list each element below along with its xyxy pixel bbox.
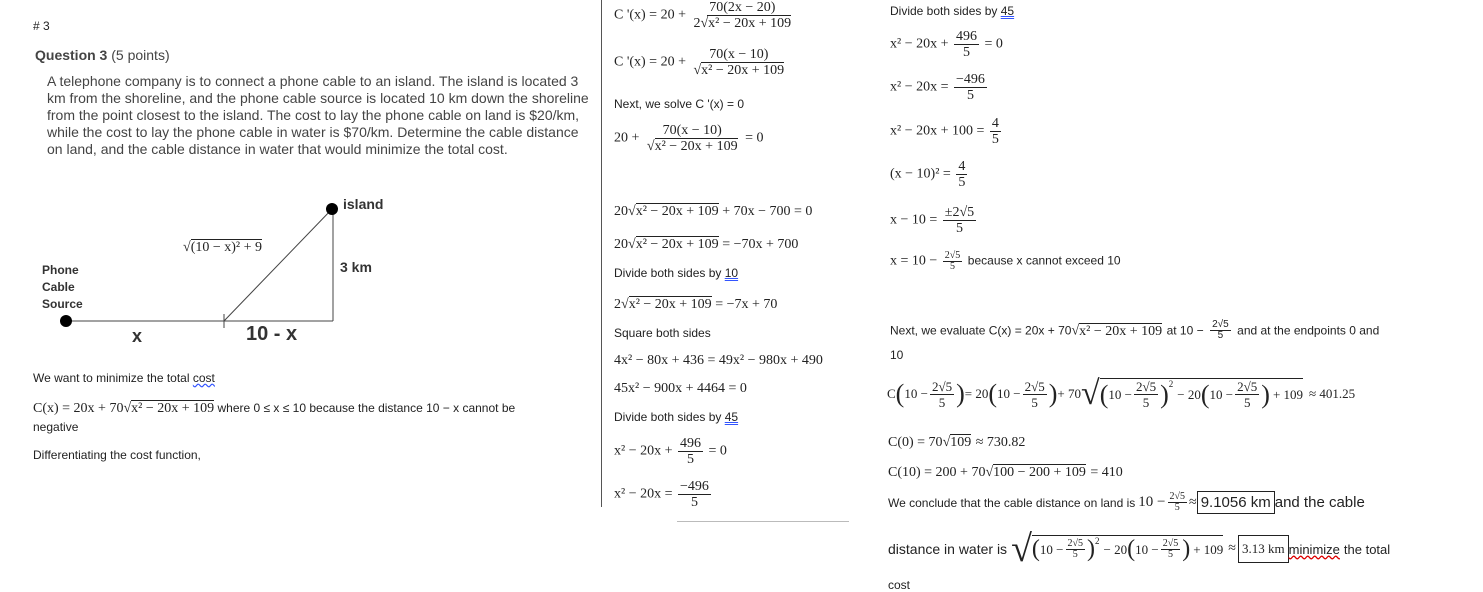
ce-den-1: 5 [938, 394, 946, 410]
div45-prefix-mid: Divide both sides by [614, 410, 725, 424]
ce-frac-3 [1134, 379, 1158, 410]
ce-radicand: ( 10 − $\frac{2√5}{5}$ ) $^2$ − 20 ( 10 − $\frac{2√5}{5}$ ) + 109 [1099, 379, 1304, 410]
ce-ten-4: 10 − [1209, 386, 1234, 402]
ce-eq20: = 20 [964, 386, 989, 401]
l6-denominator: 5 [687, 452, 694, 467]
r2-fraction [954, 72, 987, 103]
minimize-word: minimize [1288, 541, 1340, 557]
source-label [42, 262, 83, 313]
cost-word-final: cost [888, 578, 911, 592]
source-label-line3: Source [42, 297, 83, 311]
r6-denominator: 5 [950, 261, 956, 272]
div10-prefix: Divide both sides by [614, 266, 725, 280]
d1-numerator: 70(2x − 20) [709, 0, 776, 15]
differentiating-text: Differentiating the cost function, [33, 448, 201, 462]
c0-radicand: 109 [950, 435, 972, 450]
ce-frac-4 [1235, 379, 1259, 410]
d1-lhs: C '(x) = 20 + [614, 7, 686, 23]
concl-fraction [1168, 492, 1188, 513]
water-radicand: ( 10 − $\frac{2√5}{5}$ ) $^2$ − 20 ( 10 − $\frac{2√5}{5}$ ) + 109 [1031, 536, 1224, 562]
r6-fraction [943, 251, 963, 272]
eq-numerator: 70(x − 10) [662, 123, 722, 138]
r3-numerator: 4 [991, 116, 999, 131]
eval-denominator: 5 [1217, 330, 1224, 341]
water-pre: distance in water is [888, 541, 1008, 557]
c0-pre: C(0) = 70 [888, 435, 943, 450]
water-minus20: − 20 [1103, 541, 1128, 557]
r2-denominator: 5 [966, 88, 974, 103]
r6-post: because x cannot exceed 10 [967, 253, 1121, 268]
hypotenuse-label: √(10 − x)² + 9 [183, 240, 262, 255]
middle-bottom-rule [677, 521, 849, 522]
div45-number: 45 [1000, 4, 1015, 18]
remaining-distance-label: 10 - x [246, 323, 298, 345]
eq-fraction [645, 123, 740, 154]
eq-rhs: = 0 [745, 130, 764, 146]
d2-lhs: C '(x) = 20 + [614, 54, 686, 70]
l1-post: + 70x − 700 = 0 [722, 204, 813, 219]
l6-rhs: = 0 [708, 443, 727, 459]
ce-num-3: 2√5 [1135, 379, 1157, 394]
water-num-2: 2√5 [1162, 538, 1179, 549]
water-ten-2: 10 − [1135, 541, 1159, 557]
equation-zero [614, 123, 764, 154]
l6-lhs: x² − 20x + [614, 443, 673, 459]
island-label: island [343, 196, 384, 212]
ce-c: C [887, 386, 896, 401]
ce-den-4: 5 [1243, 395, 1251, 410]
minimize-cost-word: cost [192, 371, 215, 385]
d2-den-radicand: x² − 20x + 109 [701, 63, 785, 78]
ce-num-4: 2√5 [1237, 379, 1258, 394]
question-title: Question 3 [35, 47, 108, 63]
step-line-5: 45x² − 900x + 4464 = 0 [614, 381, 747, 396]
r6-numerator: 2√5 [944, 250, 961, 261]
eval-post2: 10 [890, 348, 904, 362]
minimize-statement [33, 371, 215, 385]
ce-frac-2 [1023, 379, 1047, 410]
l7-lhs: x² − 20x = [614, 486, 673, 502]
water-ten-1: 10 − [1039, 541, 1064, 557]
ce-den-2: 5 [1031, 394, 1038, 410]
eval-mid: at 10 − [1166, 323, 1204, 338]
eq-den-radicand: x² − 20x + 109 [654, 139, 738, 154]
right-line-1 [890, 29, 1003, 60]
l6-numerator: 496 [680, 436, 701, 451]
l3-post: = −7x + 70 [715, 297, 778, 312]
l3-radicand: x² − 20x + 109 [628, 297, 712, 312]
eval-fraction [1210, 320, 1231, 341]
step-line-2: 20√x² − 20x + 109 = −70x + 700 [614, 237, 799, 252]
r3-fraction [990, 116, 1001, 147]
l1-radicand: x² − 20x + 109 [635, 204, 719, 219]
div45-number-mid: 45 [724, 410, 739, 424]
concl-post: and the cable [1274, 494, 1365, 511]
source-label-line1: Phone [42, 263, 79, 277]
derivative-line-2 [614, 47, 788, 78]
water-num-1: 2√5 [1067, 538, 1084, 549]
eval-post: and at the endpoints 0 and [1237, 323, 1380, 338]
conclusion-water: distance in water is √ ( 10 − $\frac{2√5}{5}$ ) $^2$ − 20 ( 10 − $\frac{2√5}{5}$ ) + 109 ≈ 3.13 km minimize the total [888, 528, 1391, 570]
concl-ten: 10 − [1138, 494, 1166, 510]
ce-ten-2: 10 − [997, 386, 1021, 401]
eval-numerator: 2√5 [1212, 319, 1229, 330]
question-text: A telephone company is to connect a phone cable to an island. The island is located 3 km from the shoreline, and the phone cable source is located 10 km down the shoreline from the point closest to the island. The cost to lay the phone cable on land is $20/km, while the cost to lay the phone cable in water is $70/km. Determine the cable distance on land, and the cable distance in water that would minimize the total cost. [47, 73, 589, 157]
island-dot [326, 203, 338, 215]
problem-tag: # 3 [33, 19, 50, 33]
d1-denominator: 2√x² − 20x + 109 [693, 16, 792, 31]
r1-numerator: 496 [956, 29, 977, 44]
derivative-line-1 [614, 0, 795, 31]
ce-plus70: + 70 [1057, 386, 1082, 401]
concl-pre: We conclude that the cable distance on land is [888, 495, 1136, 510]
r3-denominator: 5 [991, 132, 999, 147]
r1-fraction [954, 29, 979, 60]
ce-num-2: 2√5 [1024, 378, 1045, 394]
question-heading [35, 47, 170, 63]
evaluate-statement: Next, we evaluate C(x) = 20x + 70√x² − 20x + 109 at 10 − $\frac{2√5}{5}$ and at the endpoints 0 and [890, 319, 1380, 341]
l7-numerator: −496 [680, 479, 709, 494]
hypotenuse-radicand: (10 − x)² + 9 [190, 240, 262, 255]
ce-den-3: 5 [1142, 395, 1150, 410]
cost-fn-suffix2: negative [33, 420, 79, 434]
d1-den-pre: 2 [693, 16, 701, 31]
d1-den-radicand: x² − 20x + 109 [708, 16, 792, 31]
conclusion-land [888, 491, 1365, 514]
l3-pre: 2 [614, 297, 621, 312]
ce-num-1: 2√5 [931, 378, 953, 394]
r4-lhs: (x − 10)² = [890, 166, 951, 182]
r5-fraction [943, 205, 976, 236]
right-line-2 [890, 72, 989, 103]
concl-numerator: 2√5 [1169, 491, 1185, 502]
d2-fraction [691, 47, 786, 78]
l6-fraction [678, 436, 703, 467]
right-line-6 [890, 251, 1121, 272]
critical-point-evaluation: C ( 10 − $\frac{2√5}{5}$ ) = 20 ( 10 − $\frac{2√5}{5}$ ) + 70 √ ( 10 − $\frac{2√5}{5}$ ) $^2$ − 20 ( 10 − $\frac{2√5}{5}$ ) + 109 ≈ 401.25 [887, 375, 1356, 412]
water-approx: ≈ [1228, 541, 1236, 556]
water-plus109: + 109 [1193, 541, 1224, 557]
source-label-line2: Cable [42, 280, 75, 294]
eq-lhs: 20 + [614, 130, 640, 146]
r3-lhs: x² − 20x + 100 = [890, 123, 985, 139]
step-line-3: 2√x² − 20x + 109 = −7x + 70 [614, 297, 778, 312]
div45-prefix: Divide both sides by [890, 4, 1001, 18]
divide-by-45-text-mid [614, 410, 738, 424]
eval-prefix: Next, we evaluate C(x) = 20x + 70 [890, 323, 1072, 338]
l1-pre: 20 [614, 204, 628, 219]
r1-lhs: x² − 20x + [890, 36, 949, 52]
r6-lhs: x = 10 − [890, 253, 938, 269]
water-den-2: 5 [1167, 549, 1173, 560]
l7-fraction [678, 479, 711, 510]
div10-number: 10 [724, 266, 739, 280]
water-post: the total [1343, 541, 1391, 557]
square-both-sides-text: Square both sides [614, 326, 711, 340]
l2-pre: 20 [614, 237, 628, 252]
r5-numerator: ±2√5 [944, 205, 975, 220]
cost-function: C(x) = 20x + 70√x² − 20x + 109 where 0 ≤ x ≤ 10 because the distance 10 − x cannot be [33, 401, 516, 416]
r4-denominator: 5 [958, 175, 966, 190]
c10-evaluation: C(10) = 200 + 70√100 − 200 + 109 = 410 [888, 465, 1123, 480]
ce-ten-1: 10 − [904, 386, 928, 401]
l2-radicand: x² − 20x + 109 [635, 237, 719, 252]
step-line-4: 4x² − 80x + 436 = 49x² − 980x + 490 [614, 353, 823, 368]
land-distance-label: x [132, 326, 143, 346]
ce-ten-3: 10 − [1108, 386, 1132, 402]
question-points: (5 points) [111, 47, 170, 63]
c10-pre: C(10) = 200 + 70 [888, 465, 986, 480]
c0-post: ≈ 730.82 [975, 435, 1026, 450]
cable-source-dot [60, 315, 72, 327]
minimize-prefix: We want to minimize the total [33, 371, 193, 385]
land-distance-answer: 9.1056 km [1197, 491, 1275, 514]
water-frac-2 [1161, 539, 1181, 560]
cost-fn-radicand: x² − 20x + 109 [131, 401, 215, 416]
ce-plus109: + 109 [1272, 386, 1304, 402]
r2-lhs: x² − 20x = [890, 79, 949, 95]
d2-numerator: 70(x − 10) [709, 47, 769, 62]
r1-denominator: 5 [963, 45, 970, 60]
water-frac-1 [1066, 539, 1086, 560]
water-cable-line [224, 208, 333, 321]
concl-denominator: 5 [1174, 502, 1180, 513]
eq-denominator: √x² − 20x + 109 [646, 139, 738, 154]
right-line-3 [890, 116, 1003, 147]
l7-denominator: 5 [690, 495, 698, 510]
c0-evaluation: C(0) = 70√109 ≈ 730.82 [888, 435, 1026, 450]
cable-diagram [0, 190, 600, 360]
ce-minus20: − 20 [1177, 386, 1201, 402]
r5-lhs: x − 10 = [890, 212, 938, 228]
eval-radicand: x² − 20x + 109 [1079, 323, 1163, 339]
step-line-7 [614, 479, 713, 510]
r4-numerator: 4 [958, 159, 966, 174]
r1-rhs: = 0 [984, 36, 1003, 52]
d2-denominator: √x² − 20x + 109 [693, 63, 785, 78]
cost-fn-suffix: where 0 ≤ x ≤ 10 because the distance 10 − x cannot be [214, 401, 516, 415]
ce-approx: ≈ 401.25 [1309, 386, 1356, 401]
l2-post: = −70x + 700 [722, 237, 799, 252]
height-label: 3 km [340, 259, 372, 275]
divide-by-45-text [890, 4, 1014, 18]
ce-frac-1 [930, 379, 954, 410]
c10-post: = 410 [1090, 465, 1123, 480]
next-solve-text: Next, we solve C '(x) = 0 [614, 97, 744, 111]
r5-denominator: 5 [955, 221, 963, 236]
right-line-4 [890, 159, 969, 190]
divide-by-10-text [614, 266, 738, 280]
cost-fn-lhs: C(x) = 20x + 70 [33, 401, 124, 416]
water-distance-answer: 3.13 km [1238, 535, 1289, 563]
r2-numerator: −496 [956, 72, 985, 87]
column-divider [601, 0, 602, 507]
concl-approx: ≈ [1189, 494, 1197, 510]
step-line-1: 20√x² − 20x + 109 + 70x − 700 = 0 [614, 204, 813, 219]
right-line-5 [890, 205, 978, 236]
water-den-1: 5 [1072, 549, 1078, 560]
c10-radicand: 100 − 200 + 109 [993, 465, 1086, 480]
step-line-6 [614, 436, 727, 467]
d1-fraction [691, 0, 793, 31]
r4-fraction [956, 159, 967, 190]
